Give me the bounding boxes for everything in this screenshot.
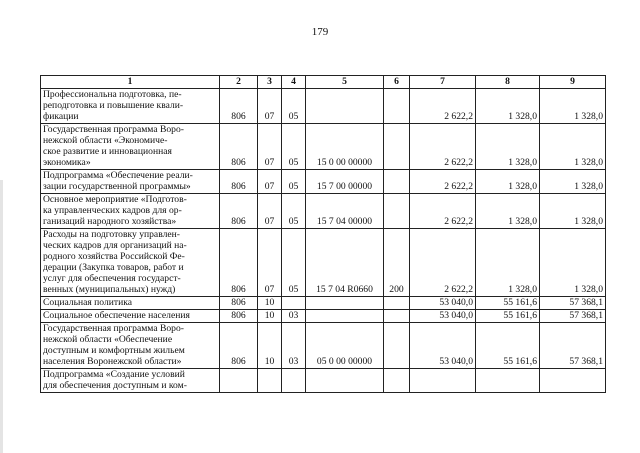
amount-year-1-cell: 2 622,2 bbox=[410, 229, 476, 297]
department-code-cell bbox=[220, 369, 258, 393]
header-cell: 3 bbox=[258, 76, 282, 89]
target-item-code-cell bbox=[306, 369, 384, 393]
row-name-cell bbox=[41, 229, 220, 297]
amount-year-3-cell: 1 328,0 bbox=[540, 89, 606, 124]
row-name-line: Подпрограмма «Обеспечение реали- bbox=[43, 170, 193, 181]
department-code-cell: 806 bbox=[220, 323, 258, 369]
amount-year-3-cell bbox=[540, 369, 606, 393]
amount-year-1-cell: 53 040,0 bbox=[410, 323, 476, 369]
header-cell: 9 bbox=[540, 76, 606, 89]
row-name-line: Государственная программа Воро- bbox=[43, 323, 184, 334]
row-name-line: Профессиональна подготовка, пе- bbox=[43, 89, 182, 100]
amount-year-1-cell: 53 040,0 bbox=[410, 310, 476, 323]
expense-type-code-cell bbox=[384, 323, 410, 369]
scan-edge-shadow bbox=[0, 180, 3, 453]
section-code-cell: 07 bbox=[258, 170, 282, 194]
section-code-cell: 10 bbox=[258, 297, 282, 310]
header-cell: 5 bbox=[306, 76, 384, 89]
header-cell: 4 bbox=[282, 76, 306, 89]
target-item-code-cell: 15 7 00 00000 bbox=[306, 170, 384, 194]
target-item-code-cell: 15 0 00 00000 bbox=[306, 124, 384, 170]
amount-year-3-cell: 1 328,0 bbox=[540, 124, 606, 170]
row-name-line: ское развитие и инновационная bbox=[43, 146, 172, 157]
header-row bbox=[41, 76, 606, 89]
header-cell: 2 bbox=[220, 76, 258, 89]
row-name-line: услуг для обеспечения государст- bbox=[43, 273, 181, 284]
department-code-cell: 806 bbox=[220, 297, 258, 310]
amount-year-1-cell: 2 622,2 bbox=[410, 124, 476, 170]
header-cell: 6 bbox=[384, 76, 410, 89]
target-item-code-cell bbox=[306, 310, 384, 323]
amount-year-1-cell: 2 622,2 bbox=[410, 170, 476, 194]
row-name-cell bbox=[41, 194, 220, 229]
amount-year-3-cell: 1 328,0 bbox=[540, 194, 606, 229]
row-name-line: для обеспечения доступным и ком- bbox=[43, 380, 187, 391]
amount-year-2-cell: 1 328,0 bbox=[476, 89, 540, 124]
section-code-cell: 07 bbox=[258, 229, 282, 297]
row-name-line: дерации (Закупка товаров, работ и bbox=[43, 262, 184, 273]
expense-type-code-cell bbox=[384, 124, 410, 170]
section-code-cell: 07 bbox=[258, 124, 282, 170]
amount-year-1-cell: 2 622,2 bbox=[410, 89, 476, 124]
expense-type-code-cell bbox=[384, 89, 410, 124]
row-name-line: родного хозяйства Российской Фе- bbox=[43, 251, 185, 262]
row-name-line: населения Воронежской области» bbox=[43, 356, 182, 367]
header-cell: 8 bbox=[476, 76, 540, 89]
row-name-line: Подпрограмма «Создание условий bbox=[43, 369, 185, 380]
expense-type-code-cell bbox=[384, 170, 410, 194]
row-name-cell bbox=[41, 369, 220, 393]
department-code-cell: 806 bbox=[220, 124, 258, 170]
target-item-code-cell: 15 7 04 R0660 bbox=[306, 229, 384, 297]
expense-type-code-cell bbox=[384, 369, 410, 393]
expense-type-code-cell bbox=[384, 194, 410, 229]
row-name-cell bbox=[41, 89, 220, 124]
subsection-code-cell: 03 bbox=[282, 323, 306, 369]
target-item-code-cell bbox=[306, 297, 384, 310]
amount-year-2-cell: 1 328,0 bbox=[476, 194, 540, 229]
table-row bbox=[41, 170, 606, 194]
amount-year-3-cell: 57 368,1 bbox=[540, 310, 606, 323]
amount-year-3-cell: 57 368,1 bbox=[540, 323, 606, 369]
table-row bbox=[41, 194, 606, 229]
amount-year-3-cell: 1 328,0 bbox=[540, 170, 606, 194]
amount-year-1-cell: 2 622,2 bbox=[410, 194, 476, 229]
amount-year-1-cell bbox=[410, 369, 476, 393]
row-name-line: реподготовка и повышение квали- bbox=[43, 100, 184, 111]
subsection-code-cell: 05 bbox=[282, 194, 306, 229]
row-name-line: нежской области «Обеспечение bbox=[43, 334, 173, 345]
row-name-line: ганизаций народного хозяйства» bbox=[43, 216, 177, 227]
table-row bbox=[41, 89, 606, 124]
header-cell: 7 bbox=[410, 76, 476, 89]
row-name-line: ка управленческих кадров для ор- bbox=[43, 205, 182, 216]
subsection-code-cell: 05 bbox=[282, 229, 306, 297]
section-code-cell bbox=[258, 369, 282, 393]
department-code-cell: 806 bbox=[220, 229, 258, 297]
amount-year-2-cell: 1 328,0 bbox=[476, 170, 540, 194]
header-cell: 1 bbox=[41, 76, 220, 89]
row-name-line: венных (муниципальных) нужд) bbox=[43, 284, 176, 295]
amount-year-3-cell: 1 328,0 bbox=[540, 229, 606, 297]
expense-type-code-cell bbox=[384, 297, 410, 310]
section-code-cell: 07 bbox=[258, 194, 282, 229]
row-name-line: экономика» bbox=[43, 157, 91, 168]
department-code-cell: 806 bbox=[220, 310, 258, 323]
row-name-line: Социальная политика bbox=[43, 297, 132, 308]
table-row bbox=[41, 297, 606, 310]
amount-year-1-cell: 53 040,0 bbox=[410, 297, 476, 310]
row-name-cell bbox=[41, 323, 220, 369]
department-code-cell: 806 bbox=[220, 170, 258, 194]
amount-year-2-cell: 1 328,0 bbox=[476, 229, 540, 297]
amount-year-2-cell: 55 161,6 bbox=[476, 297, 540, 310]
subsection-code-cell bbox=[282, 369, 306, 393]
row-name-line: Основное мероприятие «Подготов- bbox=[43, 194, 187, 205]
page-number: 179 bbox=[311, 26, 329, 38]
budget-table bbox=[40, 75, 606, 393]
department-code-cell: 806 bbox=[220, 194, 258, 229]
table-row bbox=[41, 323, 606, 369]
expense-type-code-cell bbox=[384, 310, 410, 323]
row-name-cell bbox=[41, 297, 220, 310]
amount-year-2-cell: 1 328,0 bbox=[476, 124, 540, 170]
subsection-code-cell: 03 bbox=[282, 310, 306, 323]
target-item-code-cell: 15 7 04 00000 bbox=[306, 194, 384, 229]
amount-year-2-cell bbox=[476, 369, 540, 393]
row-name-line: зации государственной программы» bbox=[43, 181, 191, 192]
table-header bbox=[41, 76, 606, 89]
row-name-cell bbox=[41, 170, 220, 194]
subsection-code-cell bbox=[282, 297, 306, 310]
table-row bbox=[41, 369, 606, 393]
row-name-cell bbox=[41, 124, 220, 170]
amount-year-2-cell: 55 161,6 bbox=[476, 310, 540, 323]
row-name-line: Социальное обеспечение населения bbox=[43, 310, 190, 321]
table-row bbox=[41, 229, 606, 297]
subsection-code-cell: 05 bbox=[282, 89, 306, 124]
section-code-cell: 10 bbox=[258, 323, 282, 369]
amount-year-3-cell: 57 368,1 bbox=[540, 297, 606, 310]
table-row bbox=[41, 310, 606, 323]
section-code-cell: 07 bbox=[258, 89, 282, 124]
table-body bbox=[41, 89, 606, 393]
row-name-line: Государственная программа Воро- bbox=[43, 124, 184, 135]
row-name-line: нежской области «Экономиче- bbox=[43, 135, 168, 146]
section-code-cell: 10 bbox=[258, 310, 282, 323]
target-item-code-cell bbox=[306, 89, 384, 124]
subsection-code-cell: 05 bbox=[282, 170, 306, 194]
row-name-cell bbox=[41, 310, 220, 323]
amount-year-2-cell: 55 161,6 bbox=[476, 323, 540, 369]
target-item-code-cell: 05 0 00 00000 bbox=[306, 323, 384, 369]
subsection-code-cell: 05 bbox=[282, 124, 306, 170]
row-name-line: фикации bbox=[43, 111, 79, 122]
table-row bbox=[41, 124, 606, 170]
row-name-line: ческих кадров для организаций на- bbox=[43, 240, 187, 251]
row-name-line: Расходы на подготовку управлен- bbox=[43, 229, 180, 240]
row-name-line: доступным и комфортным жильем bbox=[43, 345, 185, 356]
expense-type-code-cell: 200 bbox=[384, 229, 410, 297]
department-code-cell: 806 bbox=[220, 89, 258, 124]
